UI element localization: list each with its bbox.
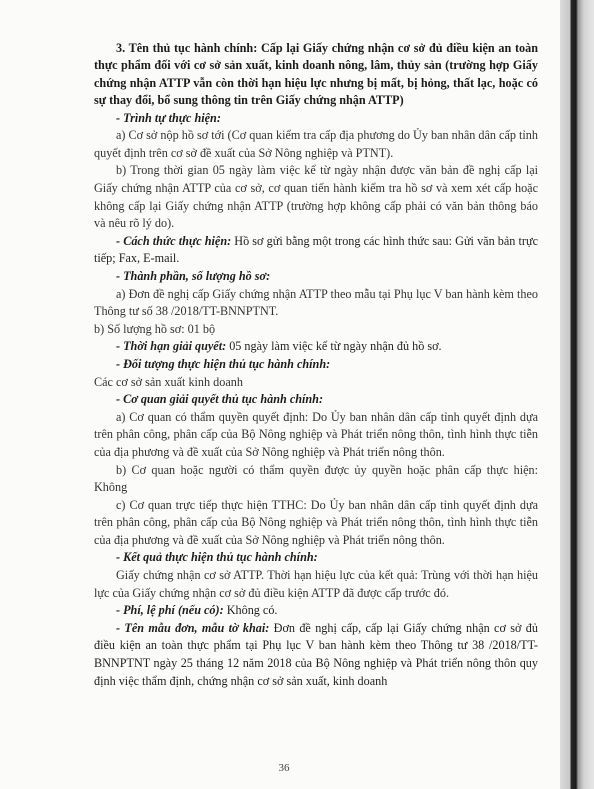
cach-thuc-paragraph — [94, 233, 538, 268]
ket-qua-heading: - Kết quả thực hiện thủ tục hành chính: — [116, 550, 318, 565]
mau-don-label: - Tên mẫu đơn, mẫu tờ khai: — [116, 620, 270, 635]
trinh-tu-a: a) Cơ sở nộp hồ sơ tới (Cơ quan kiểm tra cấp địa phương do Ủy ban nhân dân cấp tỉnh quyết định trên cơ sở đề xuất của Sở Nông nghiệp và PTNT). — [94, 128, 538, 160]
co-quan-a: a) Cơ quan có thẩm quyền quyết định: Do Ủy ban nhân dân cấp tỉnh quyết định dựa trên phân công, phân cấp của Bộ Nông nghiệp và Phát triển nông thôn, tình hình thực tiễn của địa phương và đề xuất của Sở Nông nghiệp và Phát triển nông thôn. — [94, 409, 538, 459]
phi-label: - Phí, lệ phí (nếu có): — [116, 603, 224, 618]
phi-paragraph — [94, 602, 538, 620]
thoi-han-paragraph — [94, 338, 538, 356]
thanh-phan-b: b) Số lượng hồ sơ: 01 bộ — [94, 321, 216, 336]
doi-tuong-text: Các cơ sở sản xuất kinh doanh — [94, 374, 243, 389]
thanh-phan-a: a) Đơn đề nghị cấp Giấy chứng nhận ATTP theo mẫu tại Phụ lục V ban hành kèm theo Thông tư số 38 /2018/TT-BNNPTNT. — [94, 286, 538, 319]
scan-edge-shadow — [560, 0, 594, 789]
mau-don-text: Đơn đề nghị cấp, cấp lại Giấy chứng nhận cơ sở đủ điều kiện an toàn thực phẩm tại Phụ lục V ban hành kèm theo Thông tư 38 /2018/TT-BNNPTNT ngày 25 tháng 12 năm 2018 của Bộ Nông nghiệp và Phát triển nông thôn quy định việc thẩm định, chứng nhận cơ sở sản xuất, kinh doanh — [94, 620, 538, 688]
co-quan-b: b) Cơ quan hoặc người có thẩm quyền được ủy quyền hoặc phân cấp thực hiện: Không — [94, 462, 538, 495]
procedure-title: 3. Tên thủ tục hành chính: Cấp lại Giấy chứng nhận cơ sở đủ điều kiện an toàn thực phẩm đối với cơ sở sản xuất, kinh doanh nông, lâm, thủy sản (trường hợp Giấy chứng nhận ATTP vẫn còn thời hạn hiệu lực nhưng bị mất, bị hỏng, thất lạc, hoặc có sự thay đổi, bổ sung thông tin trên Giấy chứng nhận ATTP) — [94, 41, 538, 108]
phi-text: Không có. — [223, 603, 278, 618]
trinh-tu-heading: - Trình tự thực hiện: — [116, 110, 221, 125]
thoi-han-text: 05 ngày làm việc kể từ ngày nhận đủ hồ sơ. — [226, 339, 442, 354]
cach-thuc-label: - Cách thức thực hiện: — [116, 233, 232, 248]
co-quan-heading: - Cơ quan giải quyết thủ tục hành chính: — [116, 392, 324, 407]
cach-thuc-text: Hồ sơ gửi bằng một trong các hình thức sau: Gửi văn bản trực tiếp; Fax, E-mail. — [94, 233, 538, 266]
page-number: 36 — [278, 762, 290, 774]
trinh-tu-b: b) Trong thời gian 05 ngày làm việc kể từ ngày nhận được văn bản đề nghị cấp lại Giấy chứng nhận ATTP của cơ sở, cơ quan tiến hành kiểm tra hồ sơ và xem xét cấp hoặc không cấp lại Giấy chứng nhận ATTP (trường hợp không cấp phải có văn bản thông báo và nêu rõ lý do). — [94, 163, 538, 231]
mau-don-paragraph — [94, 620, 538, 690]
co-quan-c: c) Cơ quan trực tiếp thực hiện TTHC: Do Ủy ban nhân dân cấp tỉnh quyết định dựa trên phân công, phân cấp của Bộ Nông nghiệp và Phát triển nông thôn, tình hình thực tiễn của địa phương và đề xuất của Sở Nông nghiệp và Phát triển nông thôn. — [94, 497, 538, 547]
doi-tuong-heading: - Đối tượng thực hiện thủ tục hành chính: — [116, 356, 331, 371]
thoi-han-label: - Thời hạn giải quyết: — [116, 339, 227, 354]
document-body — [94, 40, 538, 690]
ket-qua-text: Giấy chứng nhận cơ sở ATTP. Thời hạn hiệu lực của kết quả: Trùng với thời hạn hiệu lực của Giấy chứng nhận cơ sở đủ điều kiện ATTP đã được cấp trước đó. — [94, 568, 538, 600]
thanh-phan-heading: - Thành phần, số lượng hồ sơ: — [116, 268, 271, 283]
